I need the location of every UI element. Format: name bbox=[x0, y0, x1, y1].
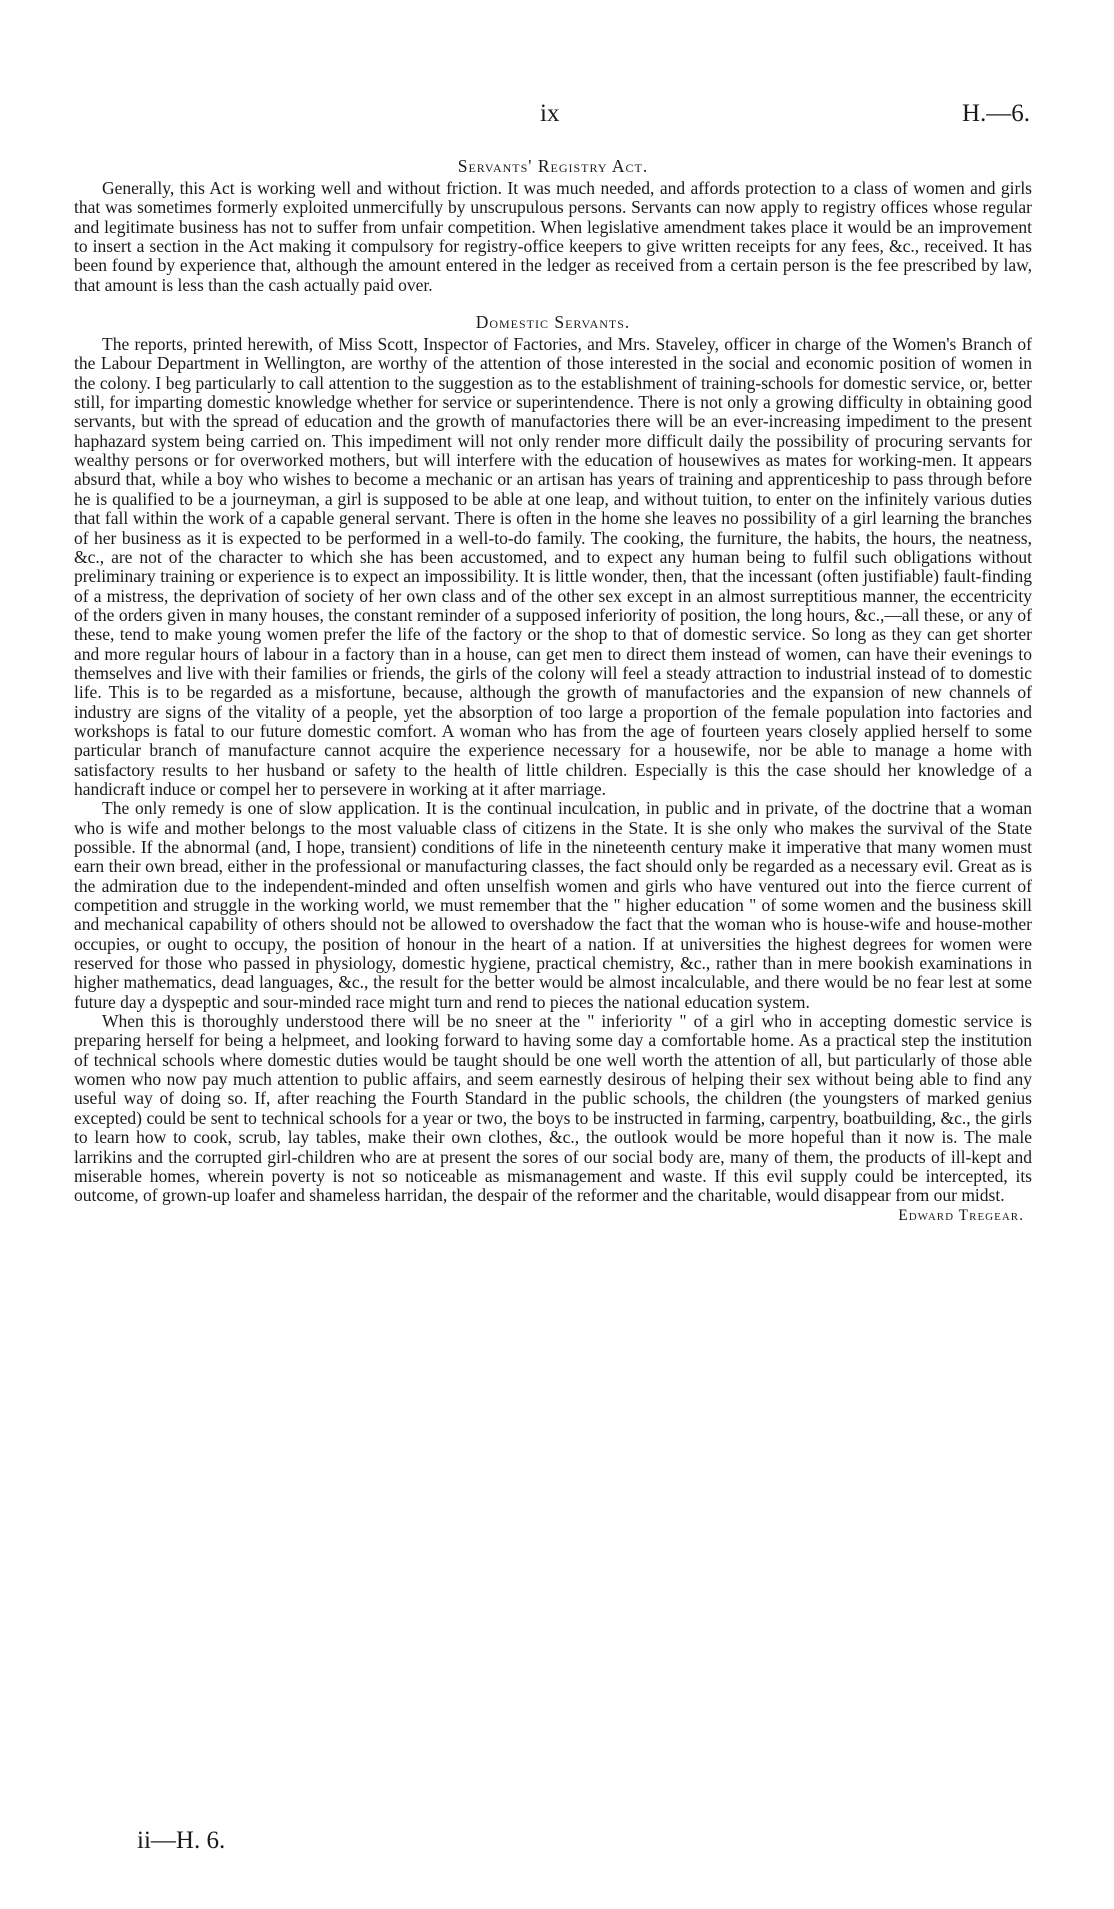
paragraph-domestic-servants-1: The reports, printed herewith, of Miss Scott, Inspector of Factories, and Mrs. Staveley, officer in charge of the Women's Branch of the Labour Department in Wellington, are worthy of the attention of those interested in the social and economic position of women in the colony. I beg particularly to call attention to the suggestion as to the establishment of training-schools for domestic service, or, better still, for imparting domestic knowledge whether for service or superintendence. There is not only a growing difficulty in obtaining good servants, but with the spread of education and the growth of manufactories there will be an ever-increasing impediment to the present haphazard system being carried on. This impediment will not only render more difficult daily the possibility of procuring servants for wealthy persons or for overworked mothers, but will interfere with the education of housewives as mates for working-men. It appears absurd that, while a boy who wishes to become a mechanic or an artisan has years of training and apprenticeship to pass through before he is qualified to be a journeyman, a girl is supposed to be able at one leap, and without tuition, to enter on the infinitely various duties that fall within the work of a capable general servant. There is often in the home she leaves no possibility of a girl learning the branches of her business as it is expected to be performed in a well-to-do family. The cooking, the furniture, the habits, the hours, the neatness, &c., are not of the character to which she has been accustomed, and to expect any human being to fulfil such obligations without preliminary training or experience is to expect an impossibility. It is little wonder, then, that the incessant (often justifiable) fault-finding of a mistress, the deprivation of society of her own class and of the other sex except in an almost surreptitious manner, the eccentricity of the orders given in many houses, the constant reminder of a supposed inferiority of position, the long hours, &c.,—all these, or any of these, tend to make young women prefer the life of the factory or the shop to that of domestic service. So long as they can get shorter and more regular hours of labour in a factory than in a house, can get men to direct them instead of women, can have their evenings to themselves and live with their families or friends, the girls of the colony will feel a steady attraction to industrial instead of to domestic life. This is to be regarded as a misfortune, because, although the growth of manufactories and the expansion of new channels of industry are signs of the vitality of a people, yet the absorption of too large a proportion of the female population into factories and workshops is fatal to our future domestic comfort. A woman who has from the age of fourteen years closely applied herself to some particular branch of manufacture cannot acquire the experience necessary for a housewife, nor be able to manage a home with satisfactory results to her husband or safety to the health of little children. Especially is this the case should her knowledge of a handicraft induce or compel her to persevere in working at it after marriage. bbox=[74, 334, 1032, 799]
signature: Edward Tregear. bbox=[898, 1206, 1024, 1224]
section-spacer bbox=[74, 295, 1032, 305]
section-heading-servants-registry-act: Servants' Registry Act. bbox=[457, 156, 649, 176]
section-heading-domestic-servants: Domestic Servants. bbox=[475, 312, 631, 333]
text-column bbox=[74, 149, 1032, 1226]
paragraph-domestic-servants-2: The only remedy is one of slow application. It is the continual inculcation, in public and in private, of the doctrine that a woman who is wife and mother belongs to the most valuable class of citizens in the State. It is she only who makes the survival of the State possible. If the abnormal (and, I hope, transient) conditions of life in the nineteenth century make it imperative that many women must earn their own bread, either in the professional or manufacturing classes, the fact should only be regarded as a necessary evil. Great as is the admiration due to the independent-minded and often unselfish women and girls who have ventured out into the fierce current of competition and struggle in the working world, we must remember that the " higher education " of some women and the business skill and mechanical capability of others should not be allowed to overshadow the fact that the woman who is house-wife and house-mother occupies, or ought to occupy, the position of honour in the heart of a nation. If at universities the highest degrees for women were reserved for those who passed in physiology, domestic hygiene, practical chemistry, &c., rather than in mere bookish examinations in higher mathematics, dead languages, &c., the result for the better would be almost incalculable, and there would be no fear lest at some future day a dyspeptic and sour-minded race might turn and rend to pieces the national education system. bbox=[74, 798, 1032, 1012]
paragraph-domestic-servants-3: When this is thoroughly understood there will be no sneer at the " inferiority " of a girl who in accepting domestic service is preparing herself for being a helpmeet, and looking forward to having some day a comfortable home. As a practical step the institution of technical schools where domestic duties would be taught should be one well worth the attention of all, but particularly of those able women who now pay much attention to public affairs, and seem earnestly desirous of helping their sex without being able to find any useful way of doing so. If, after reaching the Fourth Standard in the public schools, the children (the youngsters of marked genius excepted) could be sent to technical schools for a year or two, the boys to be instructed in farming, carpentry, boatbuilding, &c., the girls to learn how to cook, scrub, lay tables, make their own clothes, &c., the outlook would be more hopeful than it now is. The male larrikins and the corrupted girl-children who are at present the sores of our social body are, many of them, the products of ill-kept and miserable homes, wherein poverty is not so noticeable as mismanagement and waste. If this evil supply could be intercepted, its outcome, of grown-up loafer and shameless harridan, the despair of the reformer and the charitable, would disappear from our midst. bbox=[74, 1011, 1032, 1206]
page-number: ix bbox=[540, 100, 560, 127]
document-reference: H.—6. bbox=[961, 100, 1030, 127]
sheet-reference: ii—H. 6. bbox=[137, 1827, 226, 1854]
paragraph-registry-act: Generally, this Act is working well and without friction. It was much needed, and affords protection to a class of women and girls that was sometimes formerly exploited unmercifully by unscrupulous persons. Servants can now apply to registry offices whose regular and legitimate business has not to suffer from unfair competition. When legislative amendment takes place it would be an improvement to insert a section in the Act making it compulsory for registry-office keepers to give written receipts for any fees, &c., received. It has been found by experience that, although the amount entered in the ledger as received from a certain person is the fee prescribed by law, that amount is less than the cash actually paid over. bbox=[74, 178, 1032, 295]
